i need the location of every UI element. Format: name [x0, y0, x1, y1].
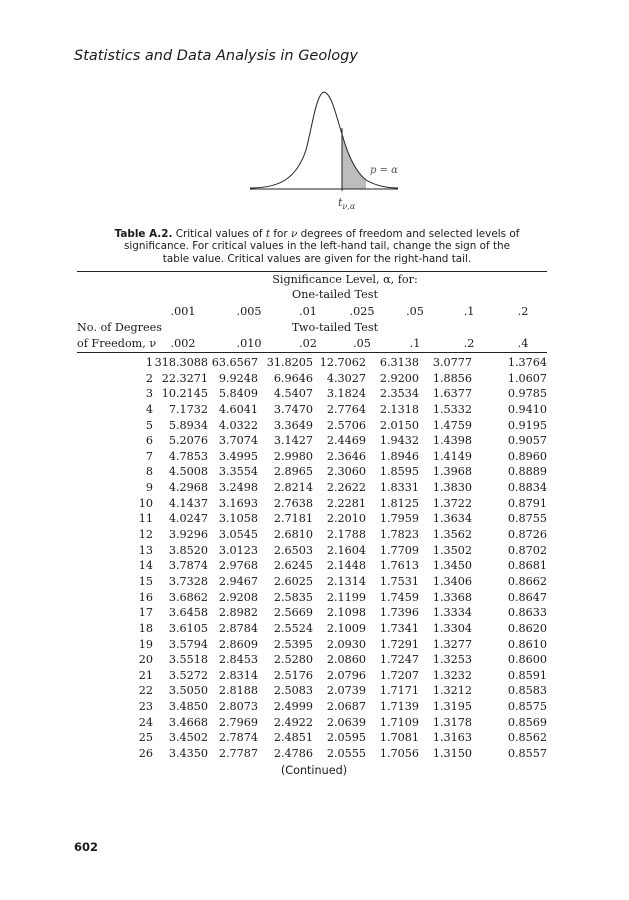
critical-value-cell: 2.7874	[218, 731, 258, 745]
critical-value-cell: 0.8562	[507, 731, 547, 745]
df-cell: 8	[145, 465, 153, 479]
critical-value-cell: 0.9410	[507, 402, 547, 416]
critical-value-cell: 1.3722	[432, 496, 472, 510]
critical-value-cell: 2.5706	[326, 418, 366, 432]
critical-value-cell: 3.3649	[273, 418, 313, 432]
caption-t: t	[265, 228, 271, 240]
running-header: Statistics and Data Analysis in Geology	[74, 48, 358, 64]
df-cell: 11	[138, 512, 153, 526]
critical-value-cell: 2.2281	[326, 496, 366, 510]
critical-value-cell: 3.6105	[168, 621, 208, 635]
critical-value-cell: 2.4851	[273, 731, 313, 745]
table-row	[77, 403, 547, 419]
critical-value-cell: 1.0607	[507, 371, 547, 385]
critical-value-cell: 1.3502	[432, 543, 472, 557]
table-label: Table A.2.	[114, 228, 173, 240]
critical-value-cell: 2.8073	[218, 700, 258, 714]
critical-value-cell: 2.1199	[326, 590, 366, 604]
critical-value-cell: 2.8609	[218, 637, 258, 651]
critical-value-cell: 2.9768	[218, 559, 258, 573]
critical-value-cell: 3.8520	[168, 543, 208, 557]
critical-value-cell: 2.7787	[218, 747, 258, 761]
critical-value-cell: 2.1098	[326, 606, 366, 620]
critical-value-cell: 3.7874	[168, 559, 208, 573]
critical-value-cell: 1.7959	[379, 512, 419, 526]
critical-value-cell: 2.4999	[273, 700, 313, 714]
critical-value-cell: 3.4350	[168, 747, 208, 761]
df-cell: 12	[138, 528, 153, 542]
critical-value-cell: 2.8314	[218, 668, 258, 682]
critical-value-cell: 0.8600	[507, 653, 547, 667]
critical-value-cell: 2.0687	[326, 700, 366, 714]
df-cell: 26	[138, 747, 153, 761]
critical-value-cell: 0.8960	[507, 449, 547, 463]
critical-value-cell: 5.2076	[168, 434, 208, 448]
critical-value-cell: 1.4149	[432, 449, 472, 463]
critical-value-cell: 3.5518	[168, 653, 208, 667]
df-cell: 14	[138, 559, 153, 573]
df-cell: 22	[138, 684, 153, 698]
critical-value-cell: 0.8610	[507, 637, 547, 651]
critical-value-cell: 0.8575	[507, 700, 547, 714]
table-row	[77, 544, 547, 560]
critical-value-cell: 0.8633	[507, 606, 547, 620]
critical-value-cell: 1.7341	[379, 621, 419, 635]
critical-value-cell: 1.3232	[432, 668, 472, 682]
one-tailed-title: One-tailed Test	[292, 288, 378, 301]
one-tailed-level: .01	[299, 305, 317, 318]
critical-value-cell: 2.1448	[326, 559, 366, 573]
critical-value-cell: 2.4786	[273, 747, 313, 761]
critical-value-cell: 6.9646	[273, 371, 313, 385]
critical-value-cell: 2.7181	[273, 512, 313, 526]
critical-value-cell: 2.6810	[273, 528, 313, 542]
two-tailed-level: .1	[409, 337, 421, 350]
critical-value-cell: 1.3830	[432, 481, 472, 495]
critical-value-cell: 0.8726	[507, 528, 547, 542]
critical-value-cell: 2.1314	[326, 574, 366, 588]
table-row	[77, 559, 547, 575]
table-row	[77, 465, 547, 481]
critical-value-cell: 3.0123	[218, 543, 258, 557]
caption-pre: Critical values of	[175, 228, 263, 240]
caption-nu: ν	[290, 228, 298, 240]
right-tail-area	[342, 134, 366, 189]
critical-value-cell: 0.8681	[507, 559, 547, 573]
critical-value-cell: 4.5407	[273, 387, 313, 401]
critical-value-cell: 1.8595	[379, 465, 419, 479]
table-row	[77, 497, 547, 513]
critical-value-cell: 0.9195	[507, 418, 547, 432]
df-cell: 1	[145, 356, 153, 369]
critical-value-cell: 2.1604	[326, 543, 366, 557]
one-tailed-level: .2	[517, 305, 529, 318]
critical-value-cell: 1.3764	[507, 356, 547, 369]
critical-value-cell: 2.6245	[273, 559, 313, 573]
critical-value-cell: 0.8791	[507, 496, 547, 510]
critical-value-cell: 4.6041	[218, 402, 258, 416]
critical-value-cell: 1.8946	[379, 449, 419, 463]
critical-value-cell: 2.9467	[218, 574, 258, 588]
table-row	[77, 700, 547, 716]
caption-post: degrees of freedom and selected levels of significance. For critical values in the left-hand tail, change the sign of the table value. Critical values are given for the right-hand tail.	[123, 228, 520, 265]
critical-value-cell: 2.5835	[273, 590, 313, 604]
critical-value-cell: 7.1732	[168, 402, 208, 416]
critical-value-cell: 1.3150	[432, 747, 472, 761]
critical-value-cell: 2.5083	[273, 684, 313, 698]
critical-value-cell: 3.4668	[168, 715, 208, 729]
axis-label-t: t	[338, 196, 343, 209]
critical-value-cell: 1.5332	[432, 402, 472, 416]
table-row	[77, 716, 547, 732]
critical-value-cell: 1.7247	[379, 653, 419, 667]
two-tailed-title: Two-tailed Test	[291, 321, 379, 334]
table-row	[77, 419, 547, 435]
critical-value-cell: 2.9200	[379, 371, 419, 385]
critical-value-cell: 4.3027	[326, 371, 366, 385]
table-top-rule	[77, 271, 547, 272]
critical-value-cell: 1.7823	[379, 528, 419, 542]
critical-value-cell: 1.3368	[432, 590, 472, 604]
critical-value-cell: 3.6458	[168, 606, 208, 620]
significance-title: Significance Level, α, for:	[272, 273, 418, 286]
critical-value-cell: 2.7764	[326, 402, 366, 416]
df-label-line-2: of Freedom, ν	[77, 337, 157, 350]
critical-value-cell: 1.7709	[379, 543, 419, 557]
critical-value-cell: 1.8125	[379, 496, 419, 510]
df-cell: 9	[145, 481, 153, 495]
critical-value-cell: 2.2010	[326, 512, 366, 526]
df-cell: 7	[145, 449, 153, 463]
df-cell: 3	[145, 387, 153, 401]
critical-value-cell: 2.5395	[273, 637, 313, 651]
table-row	[77, 575, 547, 591]
critical-value-cell: 2.0595	[326, 731, 366, 745]
critical-value-cell: 2.3646	[326, 449, 366, 463]
critical-value-cell: 3.4850	[168, 700, 208, 714]
one-tailed-level: .05	[406, 305, 424, 318]
df-cell: 4	[145, 402, 153, 416]
critical-value-cell: 2.3534	[379, 387, 419, 401]
critical-value-cell: 0.8569	[507, 715, 547, 729]
critical-value-cell: 1.7291	[379, 637, 419, 651]
critical-value-cell: 1.7109	[379, 715, 419, 729]
critical-value-cell: 1.7207	[379, 668, 419, 682]
critical-value-cell: 3.9296	[168, 528, 208, 542]
critical-value-cell: 0.8889	[507, 465, 547, 479]
critical-value-cell: 3.7328	[168, 574, 208, 588]
table-row	[77, 653, 547, 669]
critical-value-cell: 1.7139	[379, 700, 419, 714]
table-row	[77, 622, 547, 638]
critical-value-cell: 3.1427	[273, 434, 313, 448]
one-tailed-level: .1	[463, 305, 475, 318]
critical-value-cell: 10.2145	[161, 387, 208, 401]
df-cell: 15	[138, 574, 153, 588]
critical-value-cell: 3.1058	[218, 512, 258, 526]
critical-value-cell: 0.9057	[507, 434, 547, 448]
table-row	[77, 434, 547, 450]
critical-value-cell: 1.3277	[432, 637, 472, 651]
df-cell: 10	[138, 496, 153, 510]
critical-value-cell: 2.4922	[273, 715, 313, 729]
df-cell: 24	[138, 715, 153, 729]
critical-value-cell: 4.1437	[168, 496, 208, 510]
critical-value-cell: 2.8214	[273, 481, 313, 495]
critical-value-cell: 0.8620	[507, 621, 547, 635]
critical-value-cell: 3.5272	[168, 668, 208, 682]
critical-value-cell: 2.1318	[379, 402, 419, 416]
table-row	[77, 450, 547, 466]
critical-value-cell: 3.3554	[218, 465, 258, 479]
critical-value-cell: 0.8834	[507, 481, 547, 495]
critical-value-cell: 0.8702	[507, 543, 547, 557]
critical-value-cell: 9.9248	[218, 371, 258, 385]
df-cell: 20	[138, 653, 153, 667]
critical-value-cell: 2.0796	[326, 668, 366, 682]
critical-value-cell: 0.8647	[507, 590, 547, 604]
table-row	[77, 669, 547, 685]
axis-label	[338, 196, 356, 211]
df-cell: 21	[138, 668, 153, 682]
critical-value-cell: 2.8188	[218, 684, 258, 698]
critical-value-cell: 5.8409	[218, 387, 258, 401]
table-row	[77, 638, 547, 654]
critical-value-cell: 1.3334	[432, 606, 472, 620]
critical-value-cell: 4.2968	[168, 481, 208, 495]
table-row	[77, 528, 547, 544]
table-row	[77, 512, 547, 528]
two-tailed-level: .05	[353, 337, 371, 350]
critical-value-cell: 12.7062	[319, 356, 366, 369]
one-tailed-level: .001	[170, 305, 196, 318]
critical-value-cell: 2.0150	[379, 418, 419, 432]
critical-value-cell: 0.8755	[507, 512, 547, 526]
critical-value-cell: 1.7613	[379, 559, 419, 573]
critical-value-cell: 3.1824	[326, 387, 366, 401]
critical-value-cell: 1.9432	[379, 434, 419, 448]
page-number: 602	[74, 840, 99, 854]
df-cell: 17	[138, 606, 153, 620]
critical-value-cell: 0.8591	[507, 668, 547, 682]
df-cell: 16	[138, 590, 153, 604]
critical-value-cell: 1.8331	[379, 481, 419, 495]
critical-values-table-body	[77, 356, 547, 763]
df-label-line-1: No. of Degrees	[77, 321, 162, 334]
critical-value-cell: 1.3634	[432, 512, 472, 526]
critical-value-cell: 3.7470	[273, 402, 313, 416]
critical-value-cell: 2.0930	[326, 637, 366, 651]
critical-value-cell: 2.7638	[273, 496, 313, 510]
table-row	[77, 747, 547, 763]
table-header-rule	[77, 352, 547, 353]
df-cell: 5	[145, 418, 153, 432]
critical-value-cell: 0.8583	[507, 684, 547, 698]
critical-value-cell: 1.3304	[432, 621, 472, 635]
critical-value-cell: 0.9785	[507, 387, 547, 401]
critical-value-cell: 2.5176	[273, 668, 313, 682]
table-row	[77, 481, 547, 497]
one-tailed-level: .005	[236, 305, 262, 318]
critical-value-cell: 1.7396	[379, 606, 419, 620]
critical-value-cell: 1.6377	[432, 387, 472, 401]
continued-note: (Continued)	[280, 764, 348, 777]
critical-value-cell: 1.8856	[432, 371, 472, 385]
critical-value-cell: 3.0545	[218, 528, 258, 542]
t-distribution-figure	[238, 88, 408, 216]
critical-value-cell: 2.8965	[273, 465, 313, 479]
critical-value-cell: 2.8982	[218, 606, 258, 620]
critical-value-cell: 1.4398	[432, 434, 472, 448]
critical-value-cell: 3.4502	[168, 731, 208, 745]
critical-value-cell: 22.3271	[161, 371, 208, 385]
critical-value-cell: 1.3253	[432, 653, 472, 667]
two-tailed-level: .002	[170, 337, 196, 350]
critical-value-cell: 2.0739	[326, 684, 366, 698]
critical-value-cell: 3.0777	[432, 356, 472, 369]
df-cell: 25	[138, 731, 153, 745]
critical-value-cell: 4.7853	[168, 449, 208, 463]
df-cell: 6	[145, 434, 153, 448]
critical-value-cell: 2.2622	[326, 481, 366, 495]
critical-value-cell: 3.4995	[218, 449, 258, 463]
critical-value-cell: 63.6567	[211, 356, 258, 369]
critical-value-cell: 3.1693	[218, 496, 258, 510]
critical-value-cell: 1.7459	[379, 590, 419, 604]
critical-value-cell: 1.3968	[432, 465, 472, 479]
df-cell: 19	[138, 637, 153, 651]
df-cell: 13	[138, 543, 153, 557]
critical-value-cell: 3.5050	[168, 684, 208, 698]
critical-value-cell: 1.7081	[379, 731, 419, 745]
critical-value-cell: 2.8784	[218, 621, 258, 635]
two-tailed-level: .2	[463, 337, 475, 350]
table-row	[77, 684, 547, 700]
critical-value-cell: 1.3178	[432, 715, 472, 729]
area-label: p = α	[370, 165, 398, 176]
caption-mid: for	[273, 228, 288, 240]
critical-value-cell: 4.5008	[168, 465, 208, 479]
table-row	[77, 591, 547, 607]
critical-value-cell: 2.5524	[273, 621, 313, 635]
critical-value-cell: 0.8557	[507, 747, 547, 761]
critical-value-cell: 2.9208	[218, 590, 258, 604]
df-cell: 18	[138, 621, 153, 635]
critical-value-cell: 2.0639	[326, 715, 366, 729]
two-tailed-level: .010	[236, 337, 262, 350]
critical-value-cell: 318.3088	[154, 356, 208, 369]
critical-value-cell: 1.3406	[432, 574, 472, 588]
critical-value-cell: 2.8453	[218, 653, 258, 667]
critical-value-cell: 3.5794	[168, 637, 208, 651]
critical-value-cell: 2.5669	[273, 606, 313, 620]
critical-value-cell: 2.1788	[326, 528, 366, 542]
critical-value-cell: 4.0247	[168, 512, 208, 526]
critical-value-cell: 3.6862	[168, 590, 208, 604]
two-tailed-level: .4	[517, 337, 529, 350]
critical-value-cell: 2.6503	[273, 543, 313, 557]
critical-value-cell: 1.3562	[432, 528, 472, 542]
critical-value-cell: 1.3163	[432, 731, 472, 745]
table-row	[77, 606, 547, 622]
critical-value-cell: 2.5280	[273, 653, 313, 667]
critical-value-cell: 3.7074	[218, 434, 258, 448]
table-row	[77, 356, 547, 372]
critical-value-cell: 4.0322	[218, 418, 258, 432]
table-row	[77, 387, 547, 403]
critical-value-cell: 1.7056	[379, 747, 419, 761]
critical-value-cell: 2.7969	[218, 715, 258, 729]
critical-value-cell: 2.0555	[326, 747, 366, 761]
one-tailed-level: .025	[349, 305, 375, 318]
critical-value-cell: 31.8205	[266, 356, 313, 369]
critical-value-cell: 1.3212	[432, 684, 472, 698]
critical-value-cell: 2.1009	[326, 621, 366, 635]
critical-value-cell: 2.6025	[273, 574, 313, 588]
critical-value-cell: 2.3060	[326, 465, 366, 479]
critical-value-cell: 3.2498	[218, 481, 258, 495]
critical-value-cell: 6.3138	[379, 356, 419, 369]
df-cell: 2	[145, 371, 153, 385]
critical-value-cell: 5.8934	[168, 418, 208, 432]
critical-value-cell: 2.9980	[273, 449, 313, 463]
critical-value-cell: 2.4469	[326, 434, 366, 448]
table-row	[77, 372, 547, 388]
critical-value-cell: 1.3450	[432, 559, 472, 573]
table-caption	[112, 228, 522, 265]
critical-value-cell: 1.4759	[432, 418, 472, 432]
axis-label-subscript: ν,α	[342, 202, 356, 211]
critical-value-cell: 0.8662	[507, 574, 547, 588]
critical-value-cell: 1.7531	[379, 574, 419, 588]
critical-value-cell: 1.3195	[432, 700, 472, 714]
critical-value-cell: 1.7171	[379, 684, 419, 698]
two-tailed-level: .02	[299, 337, 317, 350]
table-row	[77, 731, 547, 747]
df-cell: 23	[138, 700, 153, 714]
critical-value-cell: 2.0860	[326, 653, 366, 667]
